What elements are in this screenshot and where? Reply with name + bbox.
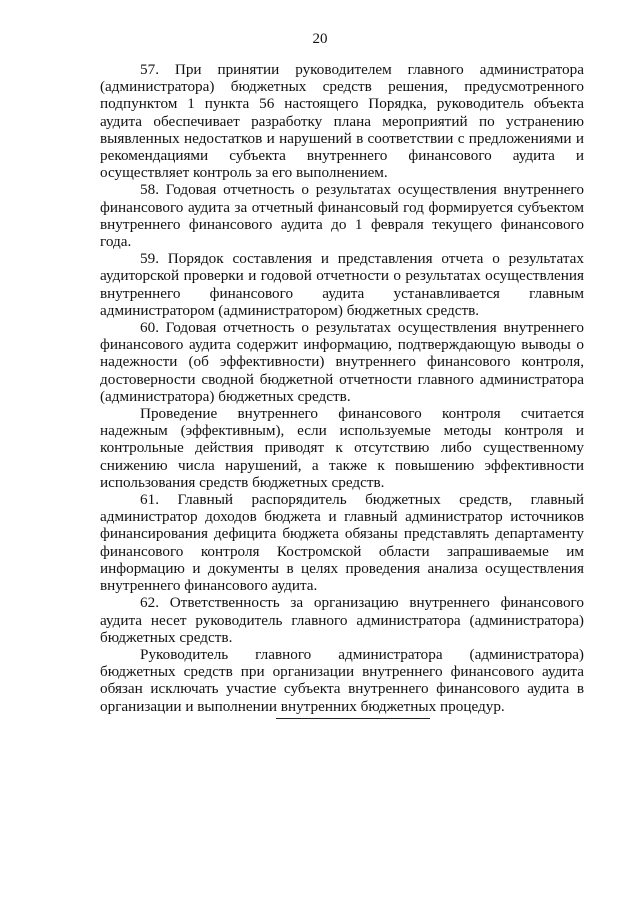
paragraph-62: 62. Ответственность за организацию внутреннего финансового аудита несет руководитель главного администратора (администратора) бюджетных средств.: [100, 594, 584, 646]
document-body: [100, 61, 584, 715]
paragraph-62-continuation: Руководитель главного администратора (администратора) бюджетных средств при организации внутреннего финансового аудита обязан исключать участие субъекта внутреннего финансового аудита в организации и выполнении внутренних бюджетных процедур.: [100, 645, 584, 715]
paragraph-60: 60. Годовая отчетность о результатах осуществления внутреннего финансового аудита содержит информацию, подтверждающую выводы о надежности (об эффективности) внутреннего финансового контроля, достоверности сводной бюджетной отчетности главного администратора (администратора) бюджетных средств.: [100, 319, 584, 405]
paragraph-57: 57. При принятии руководителем главного администратора (администратора) бюджетных средств решения, предусмотренного подпунктом 1 пункта 56 настоящего Порядка, руководитель объекта аудита обеспечивает разработку плана мероприятий по устранению выявленных недостатков и нарушений в соответствии с предложениями и рекомендациями субъекта внутреннего финансового аудита и осуществляет контроль за его выполнением.: [100, 61, 584, 182]
paragraph-61: 61. Главный распорядитель бюджетных средств, главный администратор доходов бюджета и главный администратор источников финансирования дефицита бюджета обязаны представлять департаменту финансового контроля Костромской области запрашиваемые им информацию и документы в целях проведения анализа осуществления внутреннего финансового аудита.: [100, 491, 584, 595]
paragraph-58: 58. Годовая отчетность о результатах осуществления внутреннего финансового аудита за отчетный финансовый год формируется субъектом внутреннего финансового аудита до 1 февраля текущего финансового года.: [100, 181, 584, 251]
paragraph-59: 59. Порядок составления и представления отчета о результатах аудиторской проверки и годовой отчетности о результатах осуществления внутреннего финансового аудита устанавливается главным администратором (администратором) бюджетных средств.: [100, 250, 584, 319]
page-number: 20: [312, 31, 328, 47]
closing-divider-line: [276, 718, 430, 719]
paragraph-60-continuation: Проведение внутреннего финансового контроля считается надежным (эффективным), если используемые методы контроля и контрольные действия приводят к отсутствию либо существенному снижению числа нарушений, а также к повышению эффективности использования средств бюджетных средств.: [100, 405, 584, 491]
